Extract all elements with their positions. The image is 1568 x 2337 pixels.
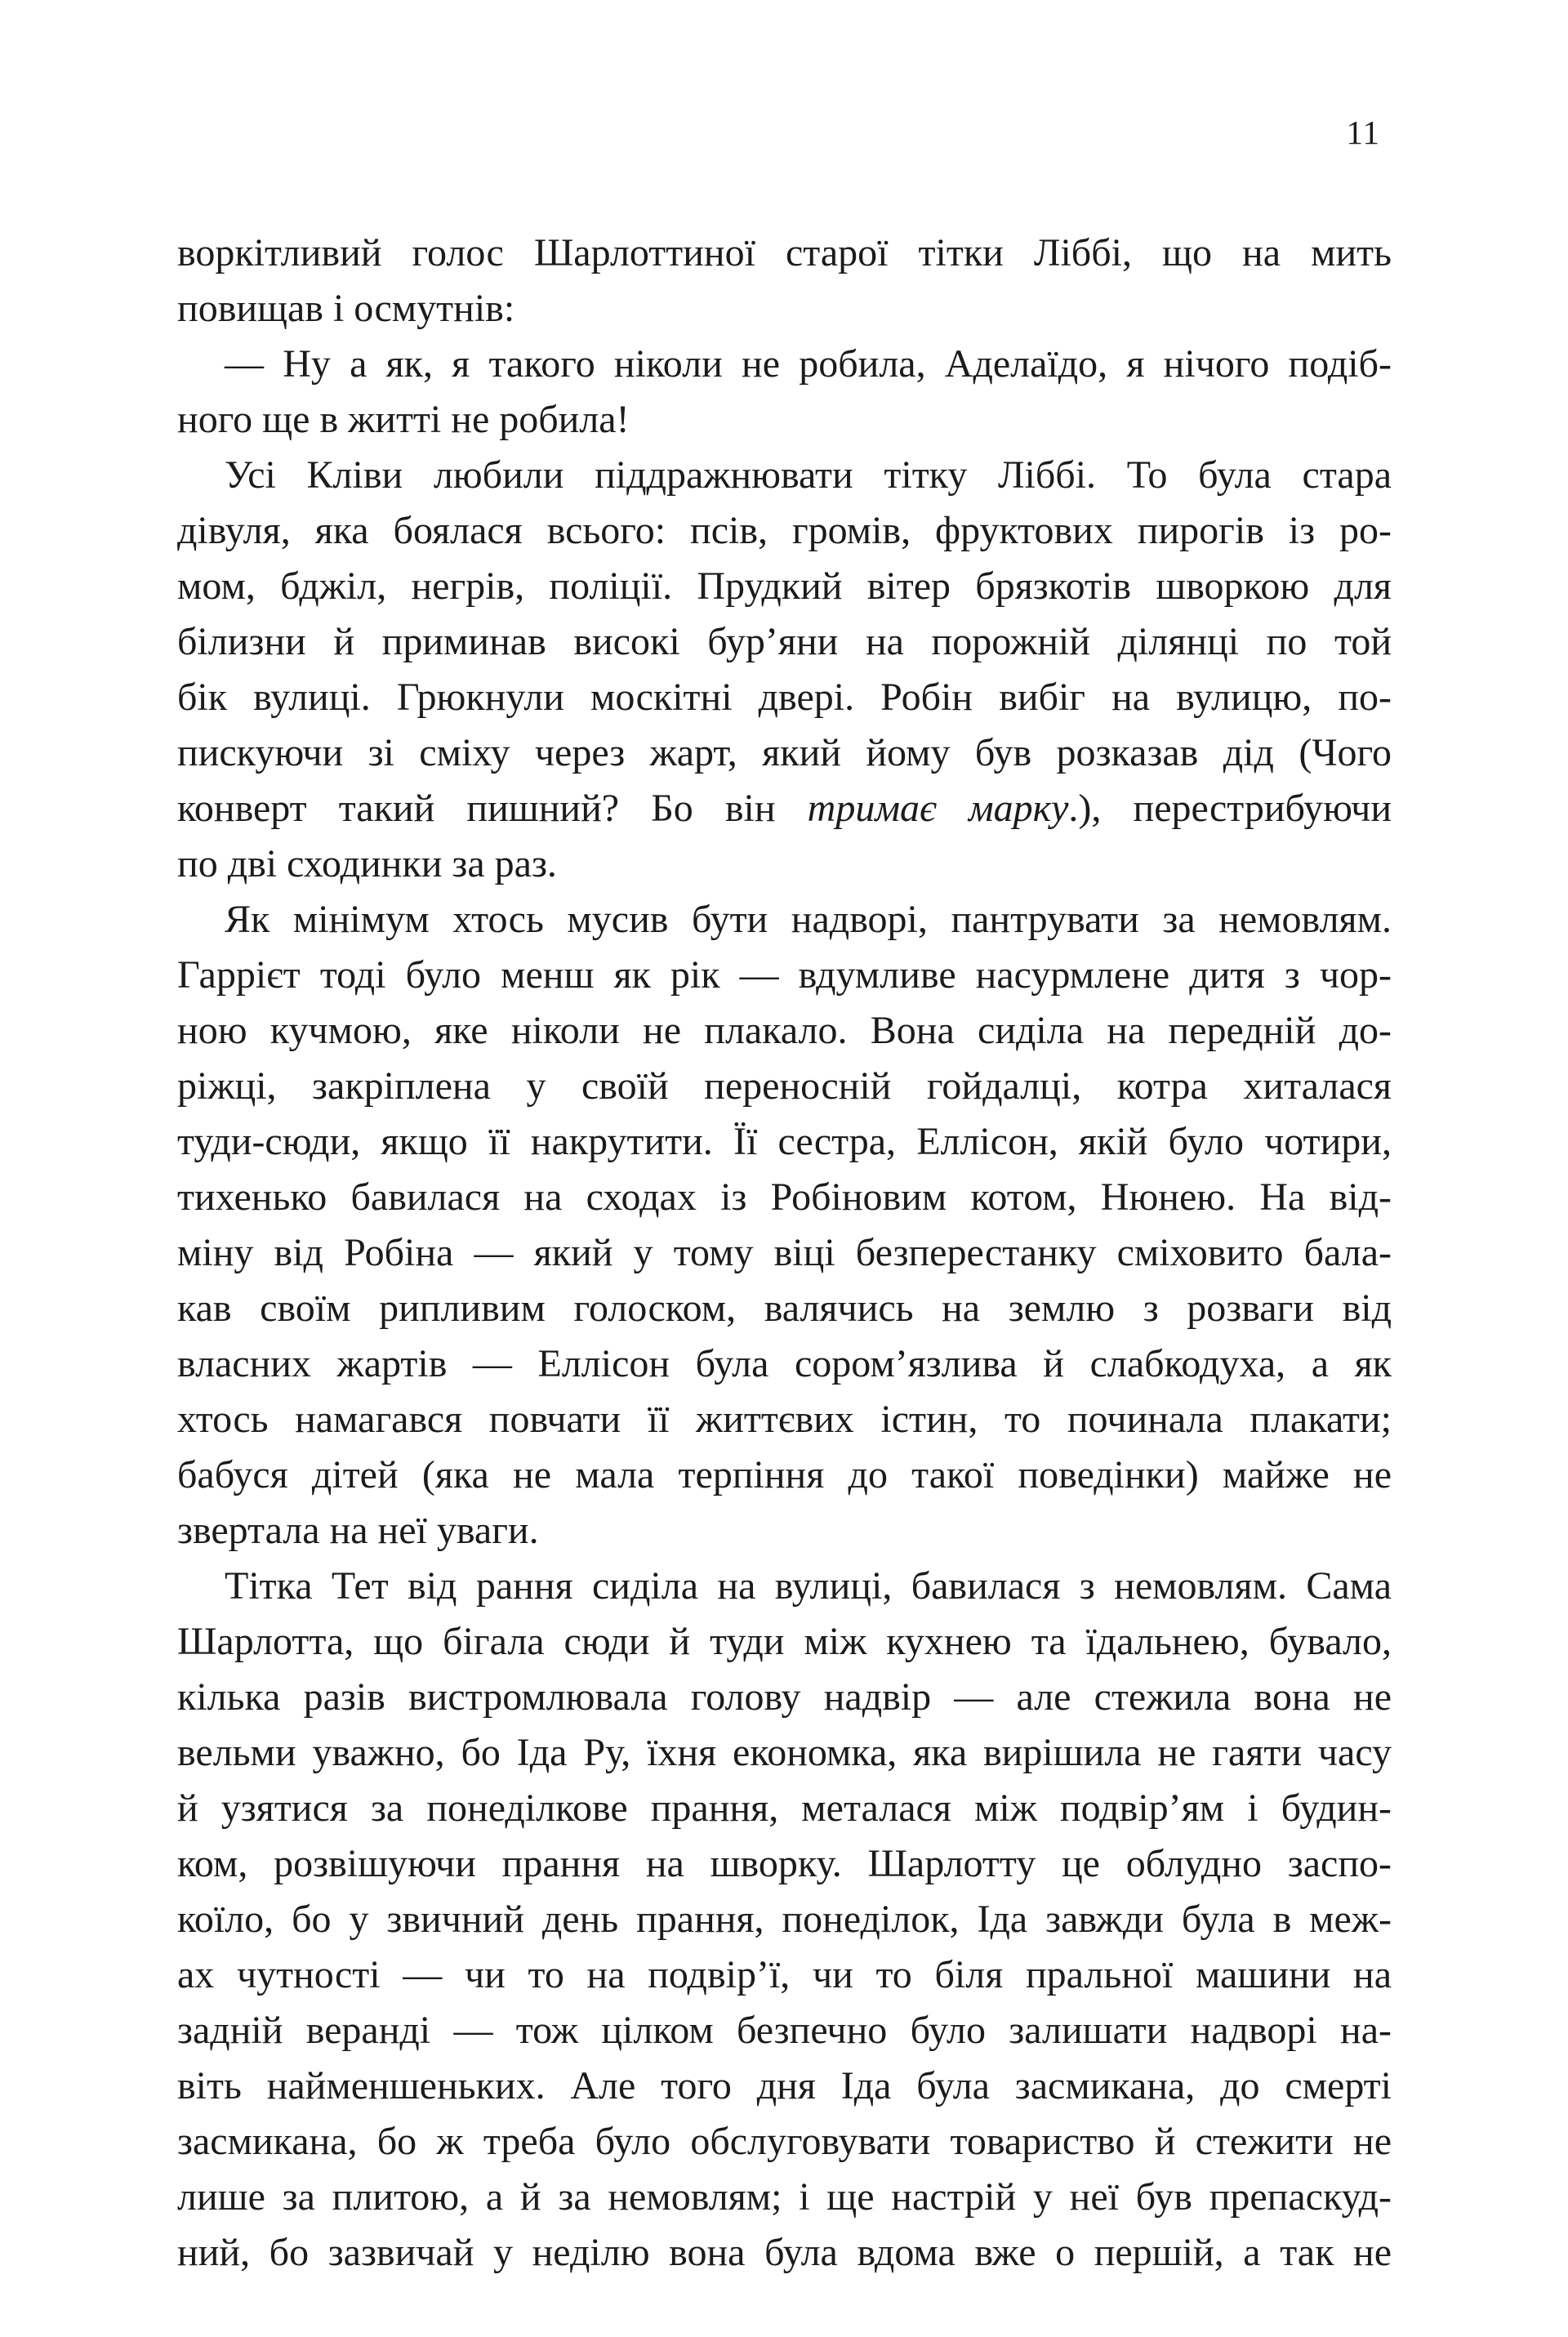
text-line: [177, 1003, 1392, 1059]
text-run: ного ще в житті не робила!: [177, 398, 630, 441]
text-line: [177, 281, 1392, 337]
text-run: мом, бджіл, негрів, поліції. Прудкий вітер брязкотів шворкою для: [177, 564, 1392, 608]
page-number: 11: [1346, 114, 1380, 151]
text-line: [177, 948, 1392, 1003]
text-line: [177, 1836, 1392, 1892]
text-line: [177, 2225, 1392, 2281]
text-line: [177, 225, 1392, 281]
text-run: міну від Робіна — який у тому віці безперестанку сміховито бала-: [177, 1231, 1392, 1274]
text-line: [177, 1114, 1392, 1170]
text-run: ком, розвішуючи прання на шворку. Шарлотту це облудно заспо-: [177, 1842, 1392, 1885]
text-run: білизни й приминав високі бур’яни на порожній ділянці по той: [177, 620, 1392, 663]
text-run: Усі Кліви любили піддражнювати тітку Ліббі. То була стара: [225, 453, 1392, 497]
text-line: [177, 2058, 1392, 2114]
text-run: вельми уважно, бо Іда Ру, їхня економка, яка вирішила не гаяти часу: [177, 1731, 1392, 1774]
paragraph: [177, 337, 1392, 448]
text-line: [177, 1503, 1392, 1559]
text-line: [177, 1170, 1392, 1225]
text-line: [177, 836, 1392, 892]
text-run: власних жартів — Еллісон була сором’язлива й слабкодуха, а як: [177, 1342, 1392, 1385]
text-run: бік вулиці. Грюкнули москітні двері. Робін вибіг на вулицю, по-: [177, 676, 1392, 719]
text-line: [177, 1225, 1392, 1281]
text-run: задній веранді — тож цілком безпечно було залишати надворі на-: [177, 2009, 1392, 2052]
text-line: [177, 781, 1392, 836]
text-run: звертала на неї уваги.: [177, 1509, 539, 1552]
text-line: [177, 2170, 1392, 2225]
text-run: .), перестрибуючи: [1068, 787, 1392, 830]
text-run: конверт такий пишний? Бо він: [177, 787, 808, 830]
text-run: Тітка Тет від рання сиділа на вулиці, бавилася з немовлям. Сама: [225, 1564, 1392, 1608]
text-line: [177, 725, 1392, 781]
text-line: [177, 1725, 1392, 1781]
text-run: ною кучмою, яке ніколи не плакало. Вона сиділа на передній до-: [177, 1009, 1392, 1052]
text-line: [177, 1670, 1392, 1725]
text-run: тихенько бавилася на сходах із Робіновим котом, Нюнею. На від-: [177, 1175, 1392, 1219]
text-line: [177, 1336, 1392, 1392]
text-line: [177, 337, 1392, 392]
text-run: туди-сюди, якщо її накрутити. Її сестра, Еллісон, якій було чотири,: [177, 1120, 1392, 1163]
text-line: [177, 1447, 1392, 1503]
text-line: [177, 1892, 1392, 1947]
text-line: [177, 1281, 1392, 1336]
italic-phrase: тримає марку: [807, 787, 1069, 830]
text-run: — Ну а як, я такого ніколи не робила, Аделаїдо, я нічого подіб-: [225, 342, 1392, 386]
text-line: [177, 448, 1392, 503]
text-line: [177, 1947, 1392, 2003]
text-line: [177, 1614, 1392, 1670]
text-line: [177, 2114, 1392, 2170]
paragraph: [177, 448, 1392, 892]
text-line: [177, 2003, 1392, 2058]
text-run: й узятися за понеділкове прання, металася між подвір’ям і будин-: [177, 1786, 1392, 1830]
text-line: [177, 503, 1392, 559]
text-run: ріжці, закріплена у своїй переносній гойдалці, котра хиталася: [177, 1064, 1392, 1108]
paragraph: [177, 225, 1392, 337]
text-run: Як мінімум хтось мусив бути надворі, пантрувати за немовлям.: [225, 898, 1392, 941]
text-run: ний, бо зазвичай у неділю вона була вдома вже о першій, а так не: [177, 2231, 1392, 2274]
text-line: [177, 1559, 1392, 1614]
text-run: пискуючи зі сміху через жарт, який йому був розказав дід (Чого: [177, 731, 1392, 774]
text-run: віть найменшеньких. Але того дня Іда була засмикана, до смерті: [177, 2064, 1392, 2107]
text-line: [177, 670, 1392, 725]
text-run: Гаррієт тоді було менш як рік — вдумливе насурмлене дитя з чор-: [177, 953, 1392, 997]
text-run: кав своїм рипливим голоском, валячись на землю з розваги від: [177, 1287, 1392, 1330]
text-line: [177, 1059, 1392, 1114]
text-run: по дві сходинки за раз.: [177, 842, 557, 885]
text-run: Шарлотта, що бігала сюди й туди між кухнею та їдальнею, бувало,: [177, 1620, 1392, 1663]
text-run: повищав і осмутнів:: [177, 287, 515, 330]
text-run: воркітливий голос Шарлоттиної старої тітки Ліббі, що на мить: [177, 231, 1392, 274]
text-run: бабуся дітей (яка не мала терпіння до такої поведінки) майже не: [177, 1453, 1392, 1496]
paragraph: [177, 892, 1392, 1559]
text-run: коїло, бо у звичний день прання, понеділок, Іда завжди була в меж-: [177, 1898, 1392, 1941]
text-line: [177, 392, 1392, 448]
page-text: [177, 225, 1392, 2281]
text-run: ах чутності — чи то на подвір’ї, чи то біля пральної машини на: [177, 1953, 1392, 1996]
text-line: [177, 559, 1392, 614]
text-run: хтось намагався повчати її життєвих істин, то починала плакати;: [177, 1398, 1392, 1441]
text-run: кілька разів вистромлювала голову надвір — але стежила вона не: [177, 1675, 1392, 1719]
text-run: засмикана, бо ж треба було обслуговувати товариство й стежити не: [177, 2120, 1392, 2163]
text-line: [177, 892, 1392, 948]
text-run: дівуля, яка боялася всього: псів, громів, фруктових пирогів із ро-: [177, 509, 1392, 552]
paragraph: [177, 1559, 1392, 2281]
text-line: [177, 1781, 1392, 1836]
text-line: [177, 614, 1392, 670]
text-line: [177, 1392, 1392, 1447]
text-run: лише за плитою, а й за немовлям; і ще настрій у неї був препаскуд-: [177, 2175, 1392, 2219]
